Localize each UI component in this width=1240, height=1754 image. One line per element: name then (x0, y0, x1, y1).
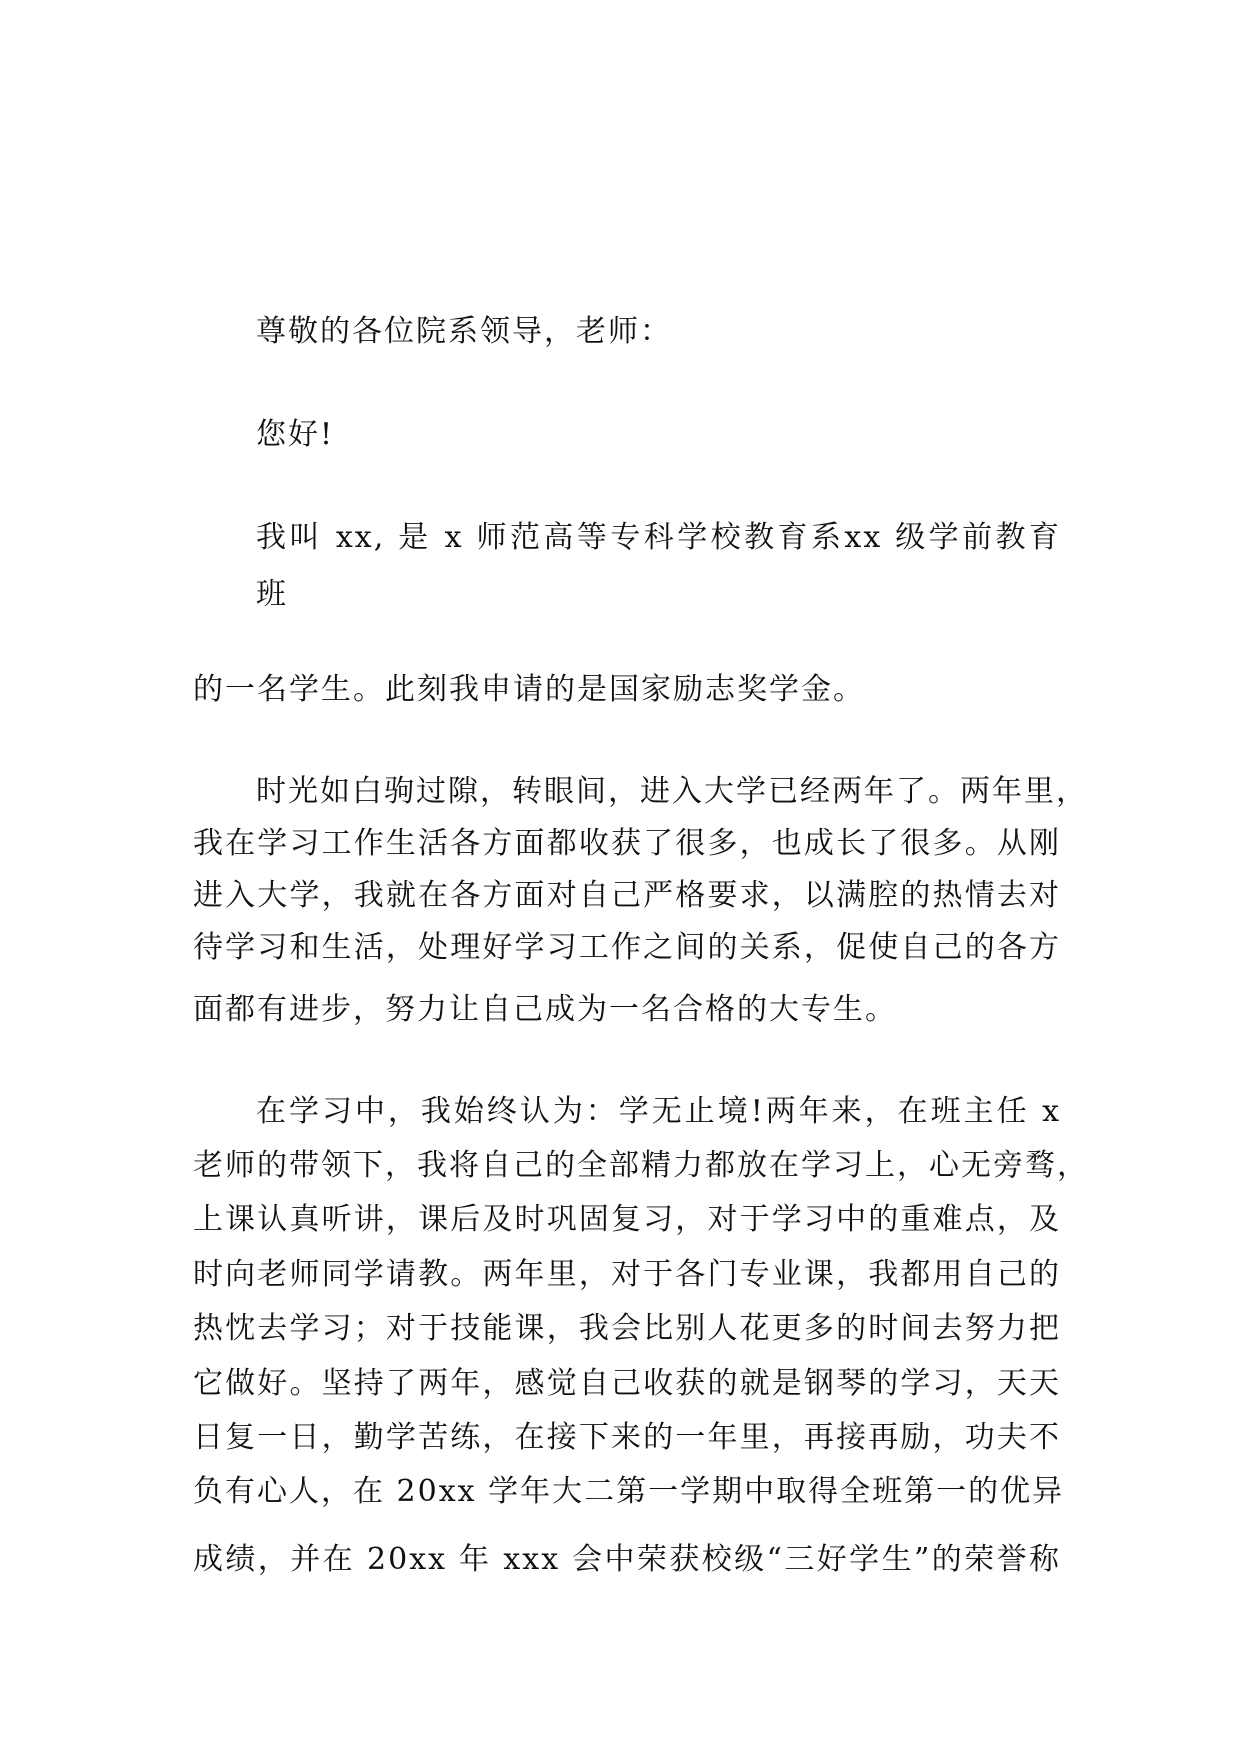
paragraph-line: 热忱去学习；对于技能课，我会比别人花更多的时间去努力把 (193, 1311, 1061, 1346)
paragraph-line: 上课认真听讲，课后及时巩固复习，对于学习中的重难点，及 (193, 1202, 1061, 1237)
intro-line: 的一名学生。此刻我申请的是国家励志奖学金。 (193, 672, 865, 707)
paragraph-line: 时向老师同学请教。两年里，对于各门专业课，我都用自己的 (193, 1257, 1061, 1292)
paragraph-line: 负有心人，在 20xx 学年大二第一学期中取得全班第一的优异 (193, 1474, 1065, 1509)
paragraph-line: 面都有进步，努力让自己成为一名合格的大专生。 (193, 992, 897, 1027)
paragraph-line: 时光如白驹过隙，转眼间，进入大学已经两年了。两年里， (256, 774, 1088, 809)
paragraph-line: 在学习中，我始终认为：学无止境!两年来，在班主任 x (256, 1094, 1061, 1129)
paragraph-line: 进入大学，我就在各方面对自己严格要求，以满腔的热情去对 (193, 878, 1061, 913)
paragraph-line: 我在学习工作生活各方面都收获了很多，也成长了很多。从刚 (193, 826, 1061, 861)
greeting: 您好! (256, 417, 335, 452)
paragraph-line: 老师的带领下，我将自己的全部精力都放在学习上，心无旁骛， (193, 1148, 1089, 1183)
paragraph-line: 待学习和生活，处理好学习工作之间的关系，促使自己的各方 (193, 930, 1061, 965)
paragraph-line: 日复一日，勤学苦练，在接下来的一年里，再接再励，功夫不 (193, 1420, 1061, 1455)
paragraph-line: 它做好。坚持了两年，感觉自己收获的就是钢琴的学习，天天 (193, 1366, 1061, 1401)
paragraph-line: 成绩，并在 20xx 年 xxx 会中荣获校级“三好学生”的荣誉称 (193, 1542, 1061, 1577)
intro-line: 我叫 xx, 是 x 师范高等专科学校教育系xx 级学前教育 (256, 520, 1061, 555)
salutation: 尊敬的各位院系领导，老师： (256, 314, 672, 349)
intro-line: 班 (256, 577, 288, 612)
